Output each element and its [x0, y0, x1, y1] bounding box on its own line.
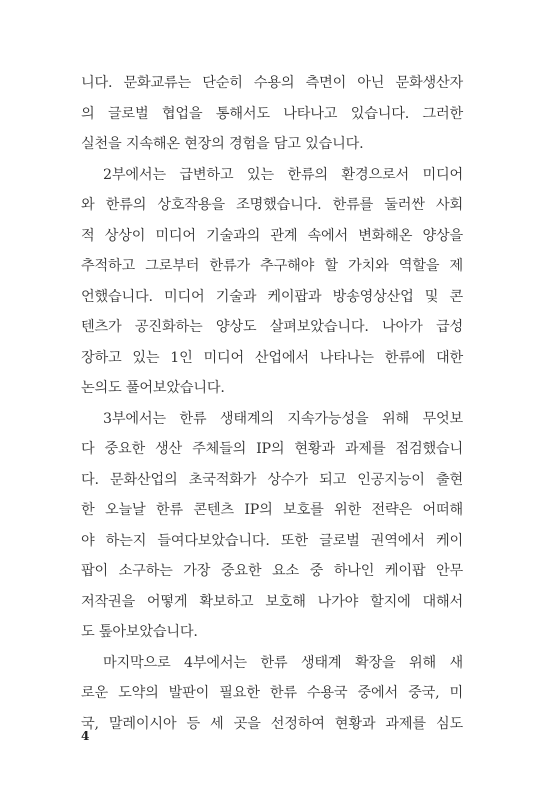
text-line: 팝이 소구하는 가장 중요한 요소 중 하나인 케이팝 안무	[81, 563, 463, 579]
text-line: 다 중요한 생산 주체들의 IP의 현황과 과제를 점검했습니	[81, 441, 463, 457]
text-line: 한 오늘날 한류 콘텐츠 IP의 보호를 위한 전략은 어떠해	[81, 502, 463, 518]
text-line: 추적하고 그로부터 한류가 추구해야 할 가치와 역할을 제	[81, 258, 463, 274]
text-line: 다. 문화산업의 초국적화가 상수가 되고 인공지능이 출현	[81, 471, 463, 488]
page-number: 4	[81, 729, 90, 743]
body-text	[81, 68, 463, 739]
text-line: 의 글로벌 협업을 통해서도 나타나고 있습니다. 그러한	[81, 105, 463, 122]
text-line: 장하고 있는 1인 미디어 산업에서 나타나는 한류에 대한	[81, 349, 463, 366]
text-line: 니다. 문화교류는 단순히 수용의 측면이 아닌 문화생산자	[81, 75, 463, 91]
text-line: 야 하는지 들여다보았습니다. 또한 글로벌 권역에서 케이	[81, 532, 463, 549]
text-line: 국, 말레이시아 등 세 곳을 선정하여 현황과 과제를 심도	[81, 715, 463, 732]
text-line: 와 한류의 상호작용을 조명했습니다. 한류를 둘러싼 사회	[81, 197, 463, 213]
text-line: 3부에서는 한류 생태계의 지속가능성을 위해 무엇보	[103, 410, 463, 427]
text-line: 텐츠가 공진화하는 양상도 살펴보았습니다. 나아가 급성	[81, 319, 463, 335]
text-line: 언했습니다. 미디어 기술과 케이팝과 방송영상산업 및 콘	[81, 288, 463, 305]
text-line: 로운 도약의 발판이 필요한 한류 수용국 중에서 중국, 미	[81, 685, 463, 701]
text-line: 실천을 지속해온 현장의 경험을 담고 있습니다.	[81, 136, 364, 152]
text-line: 도 톺아보았습니다.	[81, 624, 198, 640]
text-line: 적 상상이 미디어 기술과의 관계 속에서 변화해온 양상을	[81, 227, 463, 244]
text-line: 저작권을 어떻게 확보하고 보호해 나가야 할지에 대해서	[81, 593, 463, 610]
text-line: 논의도 풀어보았습니다.	[81, 380, 225, 396]
text-line: 마지막으로 4부에서는 한류 생태계 확장을 위해 새	[103, 654, 463, 671]
text-line: 2부에서는 급변하고 있는 한류의 환경으로서 미디어	[103, 166, 463, 183]
